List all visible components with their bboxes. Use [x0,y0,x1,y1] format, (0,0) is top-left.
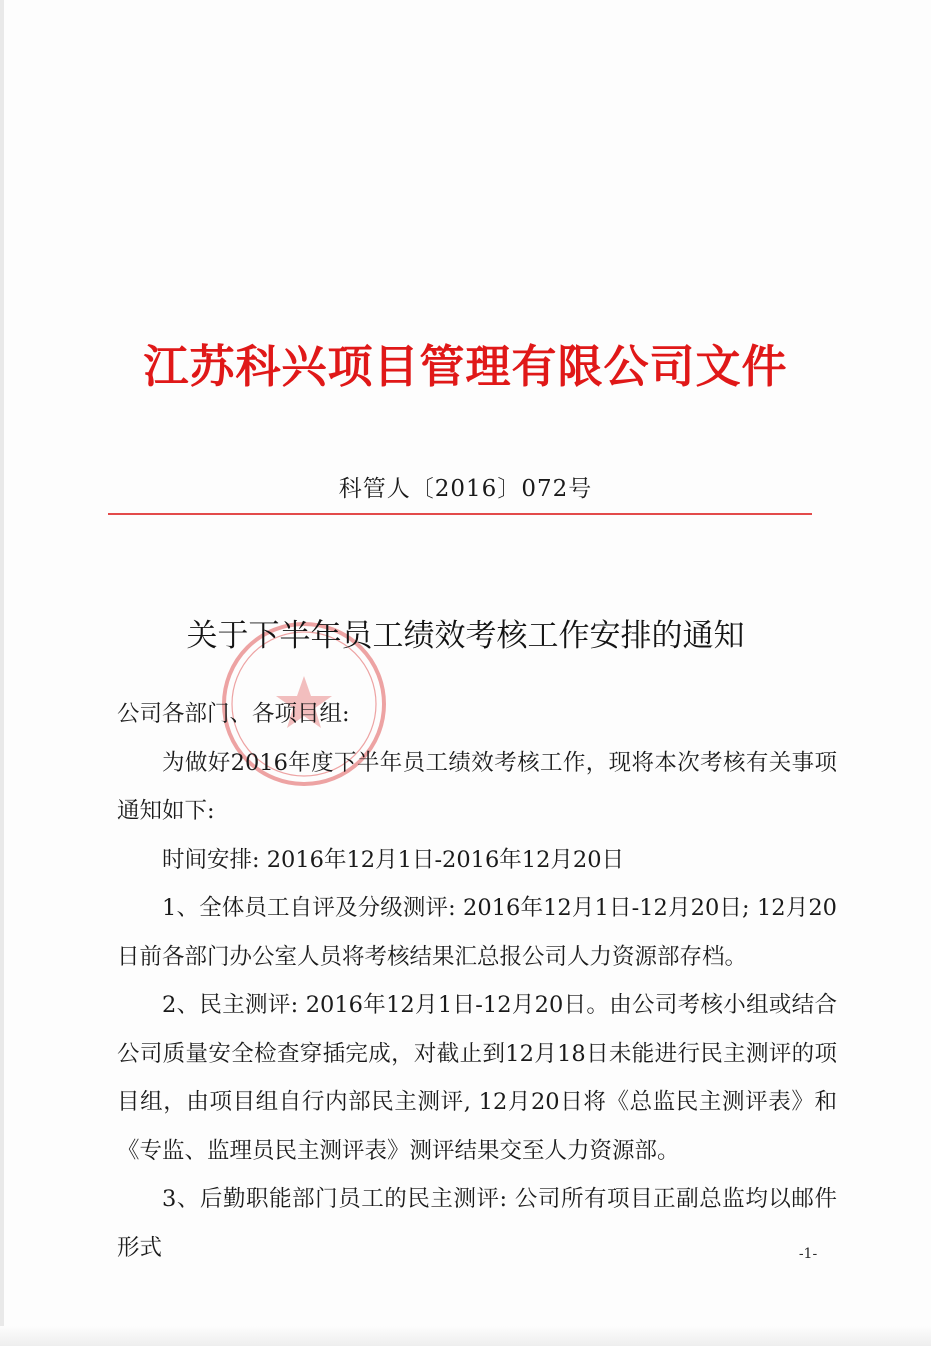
intro-paragraph: 为做好2016年度下半年员工绩效考核工作，现将本次考核有关事项通知如下: [117,749,837,824]
scan-edge-left [0,0,4,1346]
document-number: 科管人〔2016〕072号 [338,476,593,502]
addressee: 公司各部门、各项目组: [117,701,350,727]
item-2-paragraph: 2、民主测评: 2016年12月1日-12月20日。由公司考核小组或结合公司质量安全检查穿插完成，对截止到12月18日未能进行民主测评的项目组，由项目组自行内部民主测评, 12月20日将《总监民主测评表》和《专监、监理员民主测评表》测评结果交至人力资源部。 [117,992,837,1164]
scan-edge-bottom [0,1326,931,1346]
page-number: -1- [798,1246,818,1262]
red-divider-rule [108,513,812,515]
notice-body [117,690,837,1272]
item-1-paragraph: 1、全体员工自评及分级测评: 2016年12月1日-12月20日; 12月20日前各部门办公室人员将考核结果汇总报公司人力资源部存档。 [117,895,837,970]
item-3-paragraph: 3、后勤职能部门员工的民主测评: 公司所有项目正副总监均以邮件形式 [117,1186,837,1261]
schedule-paragraph: 时间安排: 2016年12月1日-2016年12月20日 [162,846,625,873]
company-file-title: 江苏科兴项目管理有限公司文件 [143,340,788,393]
notice-title: 关于下半年员工绩效考核工作安排的通知 [186,618,745,654]
